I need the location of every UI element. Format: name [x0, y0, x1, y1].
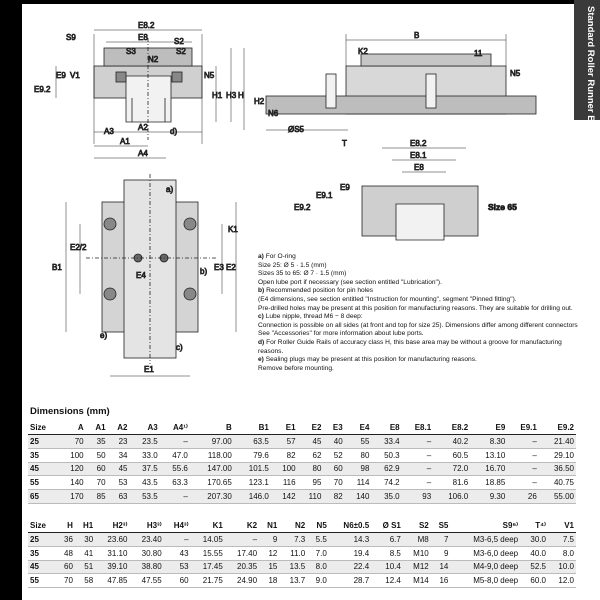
table-cell: 6.7: [371, 533, 403, 547]
label-e2: E2: [226, 263, 236, 272]
table-cell: 45: [28, 462, 59, 476]
label-n6: N6: [268, 109, 279, 118]
label-e8-65: E8: [414, 163, 424, 172]
table-cell: 25: [28, 533, 57, 547]
label-d: d): [170, 127, 178, 136]
table-cell: 36: [57, 533, 75, 547]
column-header: E9: [470, 420, 507, 435]
label-a-note: a): [166, 185, 174, 194]
label-h2: H2: [254, 97, 265, 106]
table-cell: 100: [59, 448, 86, 462]
table-row: [28, 560, 576, 574]
table-cell: 10.0: [548, 560, 576, 574]
table-cell: 93: [402, 490, 434, 504]
table-cell: 55: [345, 435, 372, 449]
table-cell: 7.3: [279, 533, 307, 547]
table-cell: 45: [108, 462, 130, 476]
table-cell: 60: [164, 574, 191, 588]
table-cell: 31.10: [95, 546, 129, 560]
table-cell: –: [160, 435, 190, 449]
column-header: V1: [548, 518, 576, 533]
table-cell: 65: [28, 490, 59, 504]
table-cell: 13.10: [470, 448, 507, 462]
table-cell: 38.80: [129, 560, 163, 574]
table-cell: 16.70: [470, 462, 507, 476]
table-cell: 33.0: [130, 448, 160, 462]
table-cell: 170: [59, 490, 86, 504]
table-cell: 33.4: [371, 435, 401, 449]
table-cell: 62: [298, 448, 324, 462]
table-cell: 97.00: [190, 435, 234, 449]
column-header: Size: [28, 420, 59, 435]
table-cell: 53: [164, 560, 191, 574]
table-cell: M8: [403, 533, 431, 547]
column-header: E8.2: [433, 420, 470, 435]
table-cell: 24.90: [225, 574, 259, 588]
table-cell: 60.5: [433, 448, 470, 462]
column-header: S9⁶⁾: [450, 518, 520, 533]
table-cell: 140: [59, 476, 86, 490]
table-cell: 8.0: [548, 546, 576, 560]
label-v1: V1: [70, 71, 80, 80]
table-cell: M3-6,0 deep: [450, 546, 520, 560]
table-cell: 15.55: [191, 546, 225, 560]
table-cell: 114: [345, 476, 372, 490]
label-s9: S9: [66, 33, 76, 42]
column-header: H4³⁾: [164, 518, 191, 533]
dimensions-table-1: [28, 420, 576, 504]
table-cell: 58: [75, 574, 95, 588]
label-n5: N5: [204, 71, 215, 80]
label-a3: A3: [104, 127, 114, 136]
label-size65: Size 65: [488, 202, 517, 212]
table-cell: 30: [75, 533, 95, 547]
column-header: S2: [403, 518, 431, 533]
table-cell: 35: [28, 448, 59, 462]
table-cell: 23.60: [95, 533, 129, 547]
column-header: B: [190, 420, 234, 435]
label-s5: ØS5: [288, 125, 305, 134]
table-cell: M12: [403, 560, 431, 574]
column-header: K1: [191, 518, 225, 533]
table-cell: 9: [431, 546, 451, 560]
table-row: [28, 574, 576, 588]
table-row: [28, 448, 576, 462]
table-cell: –: [507, 435, 539, 449]
top-view: [66, 174, 236, 376]
table-cell: 60: [86, 462, 108, 476]
column-header: N5: [307, 518, 329, 533]
table-cell: 48: [57, 546, 75, 560]
table-cell: 146.0: [234, 490, 271, 504]
label-s2-top: S2: [174, 37, 184, 46]
table-cell: 21.75: [191, 574, 225, 588]
column-header: S5: [431, 518, 451, 533]
column-header: E3: [323, 420, 344, 435]
table-row: [28, 476, 576, 490]
table-cell: 142: [271, 490, 298, 504]
column-header: H2³⁾: [95, 518, 129, 533]
label-c-note: c): [176, 343, 183, 352]
table-cell: 100: [271, 462, 298, 476]
table-cell: 207.30: [190, 490, 234, 504]
table-cell: 118.00: [190, 448, 234, 462]
table-cell: 35: [28, 546, 57, 560]
table-cell: 106.0: [433, 490, 470, 504]
label-h3: H3: [226, 91, 237, 100]
table-cell: 9.0: [307, 574, 329, 588]
dimensions-table-2: [28, 518, 576, 588]
table-cell: 23.5: [130, 435, 160, 449]
table-cell: 9.30: [470, 490, 507, 504]
column-header: Size: [28, 518, 57, 533]
table-cell: 85: [86, 490, 108, 504]
table-cell: 72.0: [433, 462, 470, 476]
size65-view: [362, 148, 478, 240]
label-e8: E8: [138, 33, 148, 42]
table-cell: 95: [298, 476, 324, 490]
label-e3: E3: [214, 263, 224, 272]
left-border: [0, 0, 22, 600]
table-cell: 7.5: [548, 533, 576, 547]
table-cell: 43.5: [130, 476, 160, 490]
table-cell: M5-8,0 deep: [450, 574, 520, 588]
table-cell: 12.0: [548, 574, 576, 588]
column-header: T⁴⁾: [520, 518, 548, 533]
table-cell: 57: [271, 435, 298, 449]
table-cell: 10.4: [371, 560, 403, 574]
column-header: H1: [75, 518, 95, 533]
table-cell: –: [402, 448, 434, 462]
table-cell: 52: [323, 448, 344, 462]
table-cell: 15: [259, 560, 279, 574]
column-header: Ø S1: [371, 518, 403, 533]
table-cell: 39.10: [95, 560, 129, 574]
table-cell: 25: [28, 435, 59, 449]
note-b: b) Recommended position for pin holes (E4 dimensions, see section entitled "Instruction for mounting", segment "Pinned fitting"). Pre-drilled holes may be present at this position for manufacturing reasons. They are suitable for drilling out.: [258, 287, 573, 312]
column-header: E4: [345, 420, 372, 435]
label-e82: E8.2: [138, 21, 155, 30]
table-cell: 47.55: [129, 574, 163, 588]
table-cell: 35.0: [371, 490, 401, 504]
label-a4: A4: [138, 149, 148, 158]
table-cell: 82: [323, 490, 344, 504]
table-cell: 22.4: [329, 560, 371, 574]
table-cell: M4-9,0 deep: [450, 560, 520, 574]
label-h: H: [238, 91, 244, 100]
table-cell: –: [507, 462, 539, 476]
table-cell: 53.5: [130, 490, 160, 504]
column-header: E8.1: [402, 420, 434, 435]
label-e1: E1: [144, 365, 154, 374]
table-row: [28, 533, 576, 547]
label-s3: S3: [126, 47, 136, 56]
table-cell: 140: [345, 490, 372, 504]
column-header: H: [57, 518, 75, 533]
table-cell: 35: [86, 435, 108, 449]
table-cell: 9: [259, 533, 279, 547]
table-cell: –: [225, 533, 259, 547]
table-row: [28, 435, 576, 449]
table-cell: 12: [259, 546, 279, 560]
table-cell: 29.10: [539, 448, 576, 462]
table-cell: 17.40: [225, 546, 259, 560]
table-cell: 55: [28, 574, 57, 588]
column-header: A4¹⁾: [160, 420, 190, 435]
table-cell: 7.0: [307, 546, 329, 560]
table-cell: 120: [59, 462, 86, 476]
table-cell: 43: [164, 546, 191, 560]
table-cell: –: [507, 476, 539, 490]
label-k1: K1: [228, 225, 238, 234]
column-header: H3³⁾: [129, 518, 163, 533]
table-cell: 63: [108, 490, 130, 504]
table-cell: 55.6: [160, 462, 190, 476]
table-cell: 55: [28, 476, 59, 490]
table-cell: 36.50: [539, 462, 576, 476]
table-cell: 34: [108, 448, 130, 462]
table-cell: 80: [345, 448, 372, 462]
table-cell: 51: [75, 560, 95, 574]
table-cell: 12.4: [371, 574, 403, 588]
table-cell: 50: [86, 448, 108, 462]
table-cell: 81.6: [433, 476, 470, 490]
label-e9-65: E9: [340, 183, 350, 192]
table-cell: 79.6: [234, 448, 271, 462]
label-k2: K2: [358, 47, 368, 56]
label-b: B: [414, 31, 420, 40]
label-e92: E9.2: [34, 85, 51, 94]
label-e91-65: E9.1: [316, 191, 333, 200]
table-cell: 8.0: [307, 560, 329, 574]
table-cell: 70: [57, 574, 75, 588]
table-cell: –: [164, 533, 191, 547]
table-header-row: [28, 420, 576, 435]
column-header: E8: [371, 420, 401, 435]
table-cell: 82: [271, 448, 298, 462]
table-cell: 14.05: [191, 533, 225, 547]
table-cell: –: [507, 448, 539, 462]
table-cell: 116: [271, 476, 298, 490]
note-e: e) Sealing plugs may be present at this position for manufacturing reasons. Remove before mounting.: [258, 356, 477, 372]
table-cell: 101.5: [234, 462, 271, 476]
label-e82-65: E8.2: [410, 139, 427, 148]
table-cell: 8.30: [470, 435, 507, 449]
side-view: [266, 34, 536, 130]
table-cell: 98: [345, 462, 372, 476]
table-cell: 8.5: [371, 546, 403, 560]
label-t: T: [342, 139, 347, 148]
table-cell: 147.00: [190, 462, 234, 476]
table-cell: 40.0: [520, 546, 548, 560]
note-d: d) For Roller Guide Rails of accuracy class H, this base area may be without a groove for manufacturing reasons.: [258, 338, 562, 355]
table-cell: 47.85: [95, 574, 129, 588]
table-cell: 30.0: [520, 533, 548, 547]
column-header: A1: [86, 420, 108, 435]
table-cell: 11.0: [279, 546, 307, 560]
column-header: E1: [271, 420, 298, 435]
table-cell: 26: [507, 490, 539, 504]
label-11: 11: [474, 49, 483, 58]
column-header: A: [59, 420, 86, 435]
label-s2: S2: [176, 47, 186, 56]
table-row: [28, 546, 576, 560]
table-cell: 5.5: [307, 533, 329, 547]
column-header: N6±0.5: [329, 518, 371, 533]
label-e92-65: E9.2: [294, 203, 311, 212]
table-cell: 70: [323, 476, 344, 490]
note-c: c) Lube nipple, thread M6 − 8 deep: Connection is possible on all sides (at front and top for size 25). Dimensions differ among different connectors See "Accessories" for more information about lube ports.: [258, 313, 578, 338]
table-cell: 110: [298, 490, 324, 504]
table-cell: 63.3: [160, 476, 190, 490]
table-cell: 55.00: [539, 490, 576, 504]
table-cell: 14: [431, 560, 451, 574]
table-cell: 40.2: [433, 435, 470, 449]
table-row: [28, 462, 576, 476]
table-cell: 70: [86, 476, 108, 490]
table-cell: M10: [403, 546, 431, 560]
table-cell: 70: [59, 435, 86, 449]
label-e2-half: E2/2: [70, 243, 87, 252]
table-row: [28, 490, 576, 504]
label-a1: A1: [120, 137, 130, 146]
table-cell: 80: [298, 462, 324, 476]
table-cell: –: [402, 476, 434, 490]
table-cell: 18: [259, 574, 279, 588]
table-cell: 60: [57, 560, 75, 574]
table-cell: 13.7: [279, 574, 307, 588]
table-cell: 62.9: [371, 462, 401, 476]
dimensions-title: Dimensions (mm): [30, 406, 110, 417]
table-cell: M3-6,5 deep: [450, 533, 520, 547]
table-cell: 60.0: [520, 574, 548, 588]
note-a: a) For O-ring Size 25: Ø 5 · 1.5 (mm) Sizes 35 to 65: Ø 7 · 1.5 (mm) Open lube port if necessary (see section entitled "Lubrication").: [258, 253, 442, 286]
table-cell: 45: [28, 560, 57, 574]
table-cell: –: [402, 462, 434, 476]
label-h1: H1: [212, 91, 223, 100]
table-cell: 50.3: [371, 448, 401, 462]
table-cell: –: [160, 490, 190, 504]
side-tab: [574, 0, 600, 123]
table-cell: 52.5: [520, 560, 548, 574]
column-header: E9.1: [507, 420, 539, 435]
label-b1: B1: [52, 263, 62, 272]
table-cell: 28.7: [329, 574, 371, 588]
column-header: N1: [259, 518, 279, 533]
column-header: B1: [234, 420, 271, 435]
table-header-row: [28, 518, 576, 533]
table-cell: 53: [108, 476, 130, 490]
column-header: A3: [130, 420, 160, 435]
table-cell: 41: [75, 546, 95, 560]
table-cell: 21.40: [539, 435, 576, 449]
table-cell: 23: [108, 435, 130, 449]
label-e4: E4: [136, 271, 146, 280]
column-header: A2: [108, 420, 130, 435]
table-cell: 18.85: [470, 476, 507, 490]
table-cell: M14: [403, 574, 431, 588]
column-header: N2: [279, 518, 307, 533]
label-a2: A2: [138, 123, 148, 132]
table-cell: 23.40: [129, 533, 163, 547]
table-cell: 47.0: [160, 448, 190, 462]
table-cell: 16: [431, 574, 451, 588]
table-cell: 40.75: [539, 476, 576, 490]
label-e81-65: E8.1: [410, 151, 427, 160]
table-cell: 123.1: [234, 476, 271, 490]
label-e9: E9: [56, 71, 66, 80]
label-n2: N2: [148, 55, 159, 64]
label-e-note: e): [100, 331, 108, 340]
table-cell: 14.3: [329, 533, 371, 547]
column-header: E2: [298, 420, 324, 435]
table-cell: 20.35: [225, 560, 259, 574]
table-cell: 74.2: [371, 476, 401, 490]
table-cell: 60: [323, 462, 344, 476]
table-cell: 17.45: [191, 560, 225, 574]
label-b-note: b): [200, 267, 208, 276]
side-tab-title: Standard Roller Runner B: [585, 6, 596, 123]
table-cell: –: [402, 435, 434, 449]
label-n5-side: N5: [510, 69, 521, 78]
table-cell: 13.5: [279, 560, 307, 574]
table-cell: 63.5: [234, 435, 271, 449]
table-cell: 40: [323, 435, 344, 449]
notes-list: [258, 253, 578, 373]
table-cell: 30.80: [129, 546, 163, 560]
table-cell: 7: [431, 533, 451, 547]
column-header: E9.2: [539, 420, 576, 435]
table-cell: 19.4: [329, 546, 371, 560]
table-cell: 37.5: [130, 462, 160, 476]
column-header: K2: [225, 518, 259, 533]
table-cell: 45: [298, 435, 324, 449]
table-cell: 170.65: [190, 476, 234, 490]
